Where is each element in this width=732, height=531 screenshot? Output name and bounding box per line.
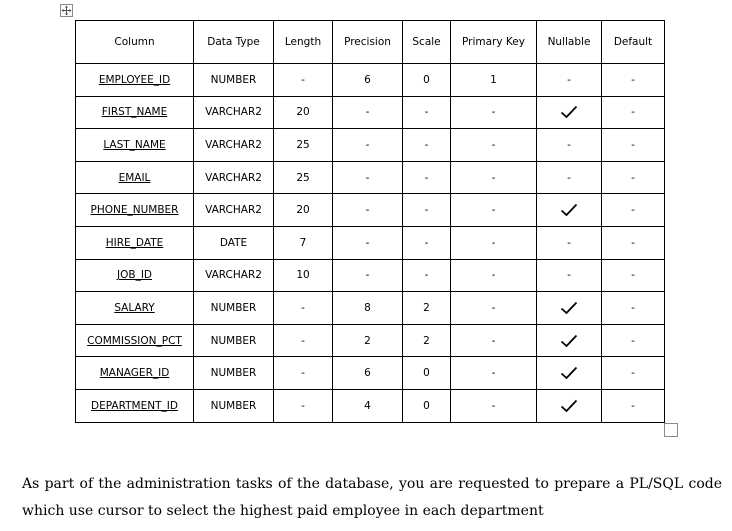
- header-column: Column: [76, 21, 194, 64]
- cell-data-type: VARCHAR2: [194, 194, 274, 227]
- cell-length: 20: [274, 194, 333, 227]
- cell-scale: -: [403, 226, 451, 259]
- cell-default: -: [602, 96, 665, 129]
- cell-nullable: -: [537, 226, 602, 259]
- cell-nullable: [537, 324, 602, 357]
- cell-column-name: PHONE_NUMBER: [76, 194, 194, 227]
- cell-default: -: [602, 324, 665, 357]
- cell-precision: -: [333, 259, 403, 292]
- task-paragraph: As part of the administration tasks of the database, you are requested to prepare a PL/SQL code which use cursor to select the highest paid employee in each department: [22, 476, 722, 519]
- cell-column-name: COMMISSION_PCT: [76, 324, 194, 357]
- cell-column-name: SALARY: [76, 292, 194, 325]
- cell-nullable: [537, 389, 602, 422]
- table-resize-handle-icon[interactable]: [664, 423, 678, 437]
- cell-primary-key: -: [451, 292, 537, 325]
- cell-primary-key: -: [451, 324, 537, 357]
- table-move-handle-icon[interactable]: [60, 4, 73, 17]
- cell-scale: 0: [403, 389, 451, 422]
- cell-scale: 0: [403, 64, 451, 97]
- cell-column-name: FIRST_NAME: [76, 96, 194, 129]
- cell-length: -: [274, 292, 333, 325]
- table-row: [76, 64, 665, 97]
- cell-column-name: MANAGER_ID: [76, 357, 194, 390]
- cell-length: -: [274, 64, 333, 97]
- header-precision: Precision: [333, 21, 403, 64]
- cell-data-type: VARCHAR2: [194, 259, 274, 292]
- cell-default: -: [602, 389, 665, 422]
- cell-nullable: -: [537, 161, 602, 194]
- cell-precision: -: [333, 226, 403, 259]
- cell-data-type: VARCHAR2: [194, 129, 274, 162]
- cell-nullable: -: [537, 259, 602, 292]
- cell-default: -: [602, 129, 665, 162]
- cell-data-type: NUMBER: [194, 64, 274, 97]
- cell-length: 20: [274, 96, 333, 129]
- cell-column-name: EMAIL: [76, 161, 194, 194]
- cell-length: -: [274, 389, 333, 422]
- cell-column-name: EMPLOYEE_ID: [76, 64, 194, 97]
- cell-primary-key: -: [451, 161, 537, 194]
- header-data-type: Data Type: [194, 21, 274, 64]
- header-length: Length: [274, 21, 333, 64]
- cell-primary-key: -: [451, 96, 537, 129]
- table-row: [76, 324, 665, 357]
- cell-primary-key: -: [451, 194, 537, 227]
- cell-column-name: DEPARTMENT_ID: [76, 389, 194, 422]
- cell-primary-key: 1: [451, 64, 537, 97]
- cell-nullable: [537, 194, 602, 227]
- cell-nullable: -: [537, 129, 602, 162]
- cell-primary-key: -: [451, 259, 537, 292]
- table-row: [76, 292, 665, 325]
- cell-column-name: HIRE_DATE: [76, 226, 194, 259]
- cell-data-type: NUMBER: [194, 357, 274, 390]
- table-body: [76, 64, 665, 423]
- cell-length: -: [274, 324, 333, 357]
- cell-precision: 6: [333, 64, 403, 97]
- cell-precision: 6: [333, 357, 403, 390]
- cell-precision: -: [333, 96, 403, 129]
- cell-scale: 0: [403, 357, 451, 390]
- table-row: [76, 226, 665, 259]
- cell-default: -: [602, 226, 665, 259]
- header-scale: Scale: [403, 21, 451, 64]
- cell-scale: 2: [403, 324, 451, 357]
- cell-scale: -: [403, 129, 451, 162]
- cell-data-type: NUMBER: [194, 324, 274, 357]
- cell-column-name: JOB_ID: [76, 259, 194, 292]
- cell-primary-key: -: [451, 226, 537, 259]
- cell-data-type: NUMBER: [194, 389, 274, 422]
- cell-default: -: [602, 64, 665, 97]
- checkmark-icon: [560, 105, 578, 119]
- cell-default: -: [602, 161, 665, 194]
- header-default: Default: [602, 21, 665, 64]
- cell-data-type: DATE: [194, 226, 274, 259]
- table-row: [76, 96, 665, 129]
- table-row: [76, 389, 665, 422]
- cell-precision: -: [333, 194, 403, 227]
- cell-nullable: [537, 357, 602, 390]
- cell-data-type: VARCHAR2: [194, 161, 274, 194]
- header-row: [76, 21, 665, 64]
- cell-default: -: [602, 194, 665, 227]
- cell-precision: 2: [333, 324, 403, 357]
- cell-data-type: VARCHAR2: [194, 96, 274, 129]
- table-row: [76, 129, 665, 162]
- cell-default: -: [602, 357, 665, 390]
- table-row: [76, 259, 665, 292]
- cell-scale: -: [403, 194, 451, 227]
- cell-nullable: [537, 96, 602, 129]
- cell-scale: -: [403, 96, 451, 129]
- table-row: [76, 194, 665, 227]
- header-nullable: Nullable: [537, 21, 602, 64]
- cell-data-type: NUMBER: [194, 292, 274, 325]
- cell-length: 25: [274, 161, 333, 194]
- cell-length: 7: [274, 226, 333, 259]
- cell-precision: -: [333, 129, 403, 162]
- cell-length: 25: [274, 129, 333, 162]
- header-primary-key: Primary Key: [451, 21, 537, 64]
- checkmark-icon: [560, 334, 578, 348]
- cell-default: -: [602, 292, 665, 325]
- cell-scale: -: [403, 161, 451, 194]
- cell-length: 10: [274, 259, 333, 292]
- schema-table: [75, 20, 665, 423]
- cell-scale: 2: [403, 292, 451, 325]
- cell-column-name: LAST_NAME: [76, 129, 194, 162]
- cell-default: -: [602, 259, 665, 292]
- cell-primary-key: -: [451, 129, 537, 162]
- cell-primary-key: -: [451, 389, 537, 422]
- checkmark-icon: [560, 203, 578, 217]
- table-row: [76, 357, 665, 390]
- cell-precision: -: [333, 161, 403, 194]
- cell-length: -: [274, 357, 333, 390]
- table-row: [76, 161, 665, 194]
- cell-primary-key: -: [451, 357, 537, 390]
- checkmark-icon: [560, 366, 578, 380]
- cell-precision: 8: [333, 292, 403, 325]
- cell-nullable: [537, 292, 602, 325]
- cell-precision: 4: [333, 389, 403, 422]
- checkmark-icon: [560, 301, 578, 315]
- cell-scale: -: [403, 259, 451, 292]
- cell-nullable: -: [537, 64, 602, 97]
- checkmark-icon: [560, 399, 578, 413]
